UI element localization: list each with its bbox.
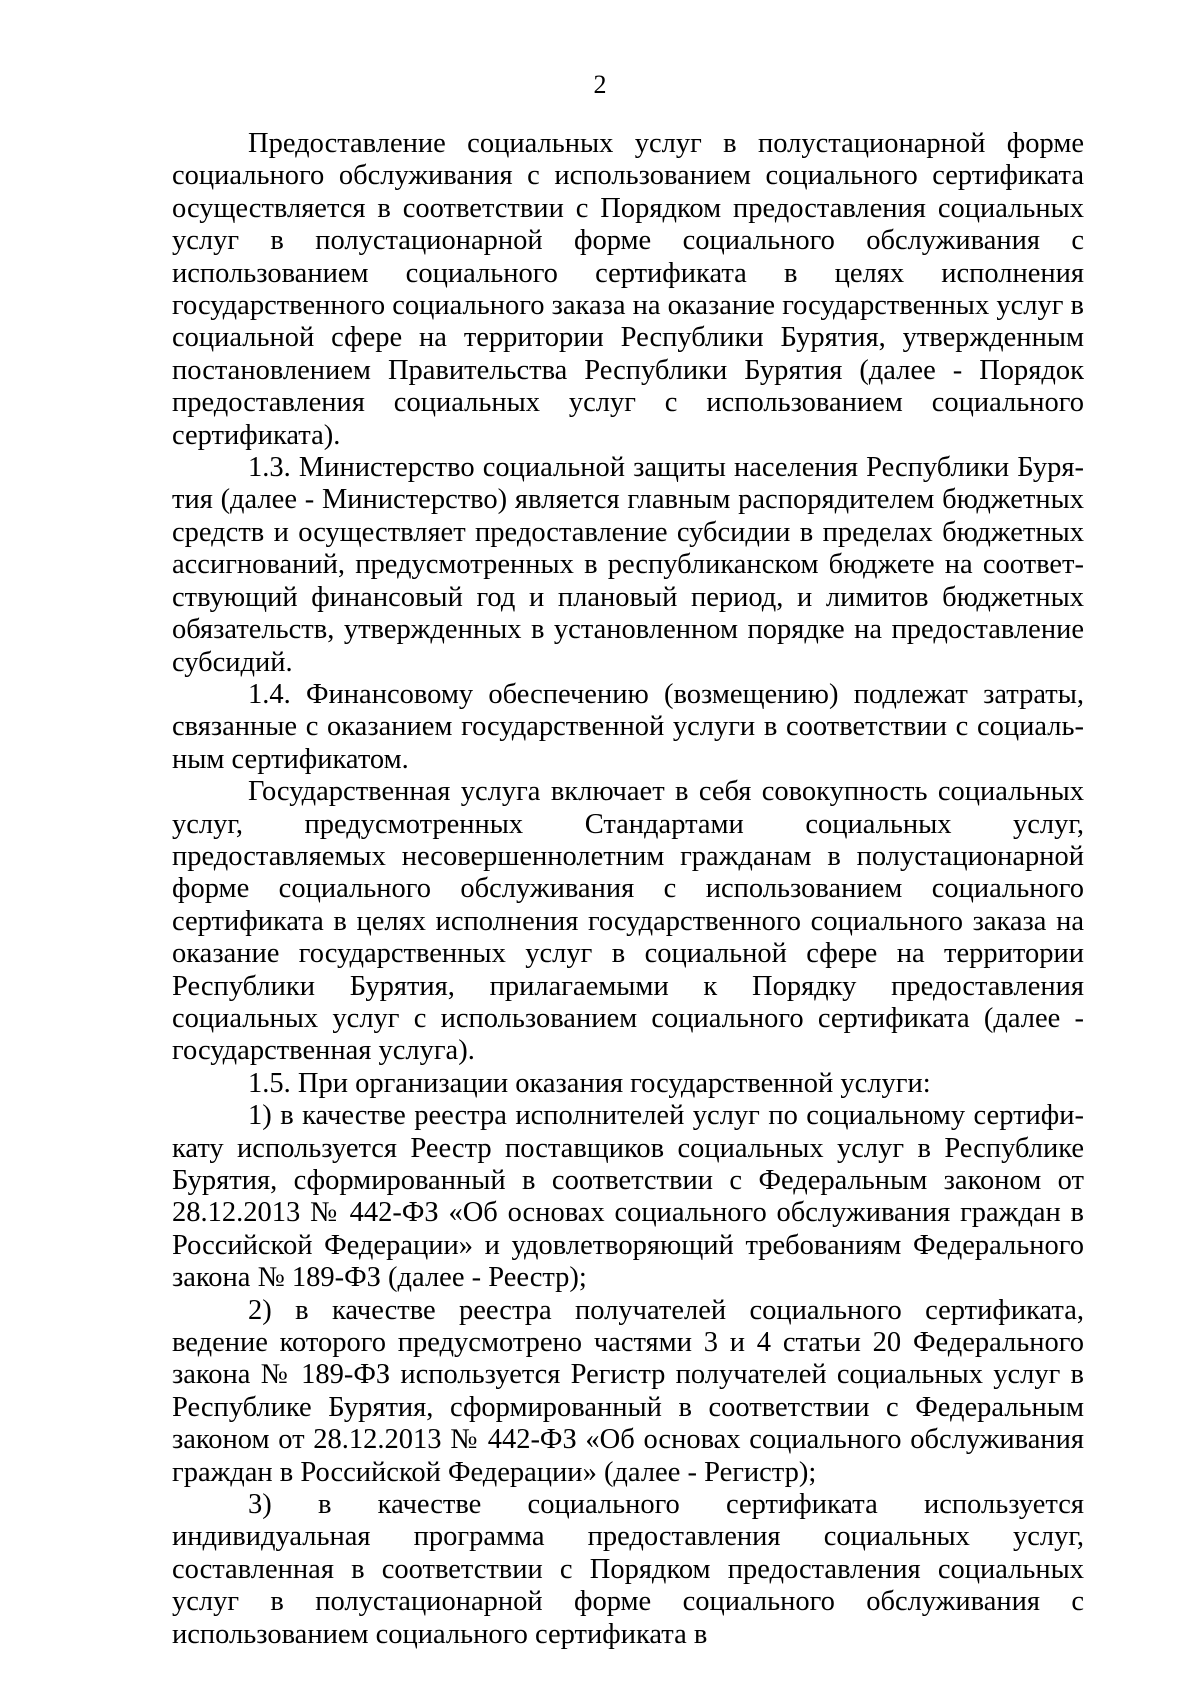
paragraph-item-1-registry: 1) в качестве реестра исполнителей услуг по социальному сертификату используется Реестр поставщиков социальных услуг в Республике Бурятия, сформированный в соответствии с Федеральным законом от 28.12.2013 № 442-ФЗ «Об основах социального обслуживания граждан в Российской Федерации» и удовлетворяющий требованиям Федерального закона № 189-ФЗ (далее - Реестр); — [172, 1100, 1084, 1294]
paragraph-item-3-certificate: 3) в качестве социального сертификата используется индивидуальная программа предоставления социальных услуг, составленная в соответствии с Порядком предоставления социальных услуг в полустационарной форме социального обслуживания с использованием социального сертификата в — [172, 1489, 1084, 1650]
paragraph-1-4-financing: 1.4. Финансовому обеспечению (возмещению) подлежат затраты, связанные с оказанием государственной услуги в соответствии с социальным сертификатом. — [172, 678, 1084, 775]
page-number: 2 — [593, 70, 607, 99]
paragraph-1-5-organization: 1.5. При организации оказания государственной услуги: — [248, 1067, 931, 1099]
document-body — [172, 128, 1084, 1651]
paragraph-1-3-ministry: 1.3. Министерство социальной защиты населения Республики Бурятия (далее - Министерство) является главным распорядителем бюджетных средств и осуществляет предоставление субсидии в пределах бюджетных ассигнований, предусмотренных в республиканском бюджете на соответствующий финансовый год и плановый период, и лимитов бюджетных обязательств, утвержденных в установленном порядке на предоставление субсидий. — [172, 452, 1084, 678]
paragraph-item-2-register: 2) в качестве реестра получателей социального сертификата, ведение которого предусмотрено частями 3 и 4 статьи 20 Федерального закона № 189-ФЗ используется Регистр получателей социальных услуг в Республике Бурятия, сформированный в соответствии с Федеральным законом от 28.12.2013 № 442-ФЗ «Об основах социального обслуживания граждан в Российской Федерации» (далее - Регистр); — [172, 1294, 1084, 1488]
paragraph-service-provision: Предоставление социальных услуг в полустационарной форме социального обслуживания с использованием социального сертификата осуществляется в соответствии с Порядком предоставления социальных услуг в полустационарной форме социального обслуживания с использованием социального сертификата в целях исполнения государственного социального заказа на оказание государственных услуг в социальной сфере на территории Республики Бурятия, утвержденным постановлением Правительства Республики Бурятия (далее - Порядок предоставления социальных услуг с использованием социального сертификата). — [172, 128, 1084, 451]
paragraph-state-service: Государственная услуга включает в себя совокупность социальных услуг, предусмотренных Стандартами социальных услуг, предоставляемых несовершеннолетним гражданам в полустационарной форме социального обслуживания с использованием социального сертификата в целях исполнения государственного социального заказа на оказание государственных услуг в социальной сфере на территории Республики Бурятия, прилагаемыми к Порядку предоставления социальных услуг с использованием социального сертификата (далее - государственная услуга). — [172, 776, 1084, 1067]
